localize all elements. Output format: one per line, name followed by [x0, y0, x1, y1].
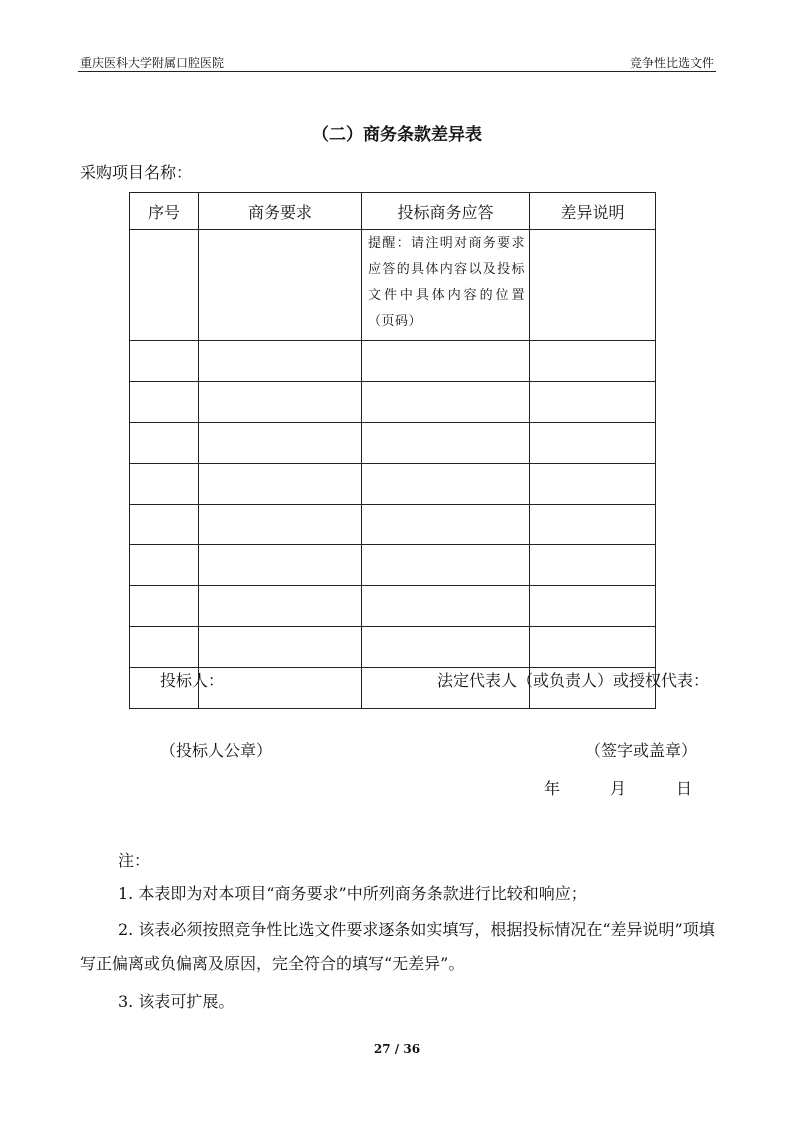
business-terms-difference-table — [129, 192, 656, 709]
header-document-name: 竞争性比选文件 — [629, 56, 714, 70]
table-cell — [530, 586, 656, 627]
table-cell — [530, 422, 656, 463]
column-header-business-requirement: 商务要求 — [199, 193, 362, 230]
table-cell — [362, 230, 530, 341]
table-cell — [130, 230, 199, 341]
table-cell — [130, 627, 199, 668]
table-cell — [530, 504, 656, 545]
table-cell — [130, 341, 199, 382]
table-cell — [362, 586, 530, 627]
table-cell — [362, 422, 530, 463]
table-cell — [530, 545, 656, 586]
table-cell — [362, 341, 530, 382]
date-year-label: 年 — [544, 779, 561, 798]
table-row — [130, 463, 656, 504]
note-item-1: 1. 本表即为对本项目“商务要求”中所列商务条款进行比较和响应； — [118, 884, 587, 903]
legal-representative-label: 法定代表人（或负责人）或授权代表： — [436, 671, 709, 690]
table-row — [130, 422, 656, 463]
table-cell — [199, 545, 362, 586]
table-row — [130, 545, 656, 586]
table-cell — [199, 463, 362, 504]
table-cell — [199, 627, 362, 668]
table-cell — [130, 504, 199, 545]
table-cell — [199, 341, 362, 382]
project-name-label: 采购项目名称： — [80, 163, 193, 182]
table-cell — [199, 381, 362, 422]
table-cell — [199, 230, 362, 341]
table-cell — [199, 504, 362, 545]
date-month-label: 月 — [610, 779, 627, 798]
table-cell — [362, 545, 530, 586]
note-item-2: 2. 该表必须按照竞争性比选文件要求逐条如实填写，根据投标情况在“差异说明”项填写正偏离或负偏离及原因，完全符合的填写“无差异”。 — [80, 920, 715, 973]
table-cell — [530, 381, 656, 422]
table-row — [130, 586, 656, 627]
response-hint-text: 提醒：请注明对商务要求应答的具体内容以及投标文件中具体内容的位置（页码） — [368, 236, 525, 329]
column-header-number: 序号 — [130, 193, 199, 230]
date-day-label: 日 — [676, 779, 693, 798]
table-cell — [130, 463, 199, 504]
page-number: 27 / 36 — [373, 1042, 421, 1056]
column-header-difference-note: 差异说明 — [530, 193, 656, 230]
table-cell — [130, 381, 199, 422]
table-cell — [199, 586, 362, 627]
table-cell — [530, 627, 656, 668]
bidder-label: 投标人： — [160, 671, 225, 690]
signature-or-seal-label: （签字或盖章） — [584, 741, 697, 760]
table-cell — [362, 381, 530, 422]
table-cell — [530, 341, 656, 382]
notes-title: 注： — [118, 851, 151, 870]
header-divider — [78, 71, 716, 72]
table-cell — [199, 422, 362, 463]
column-header-bid-response: 投标商务应答 — [362, 193, 530, 230]
table-row — [130, 341, 656, 382]
table-row — [130, 504, 656, 545]
table-cell — [362, 627, 530, 668]
note-item-3: 3. 该表可扩展。 — [118, 992, 235, 1011]
table-cell — [130, 586, 199, 627]
table-cell — [362, 463, 530, 504]
table-cell — [530, 230, 656, 341]
page-title: （二）商务条款差异表 — [312, 125, 482, 145]
table-cell — [130, 422, 199, 463]
table-header-row — [130, 193, 656, 230]
table-row — [130, 381, 656, 422]
table-cell — [362, 504, 530, 545]
bidder-seal-label: （投标人公章） — [160, 741, 273, 760]
table-cell — [530, 463, 656, 504]
table-cell — [130, 545, 199, 586]
table-row — [130, 627, 656, 668]
header-hospital-name: 重庆医科大学附属口腔医院 — [80, 56, 225, 70]
table-row — [130, 230, 656, 341]
